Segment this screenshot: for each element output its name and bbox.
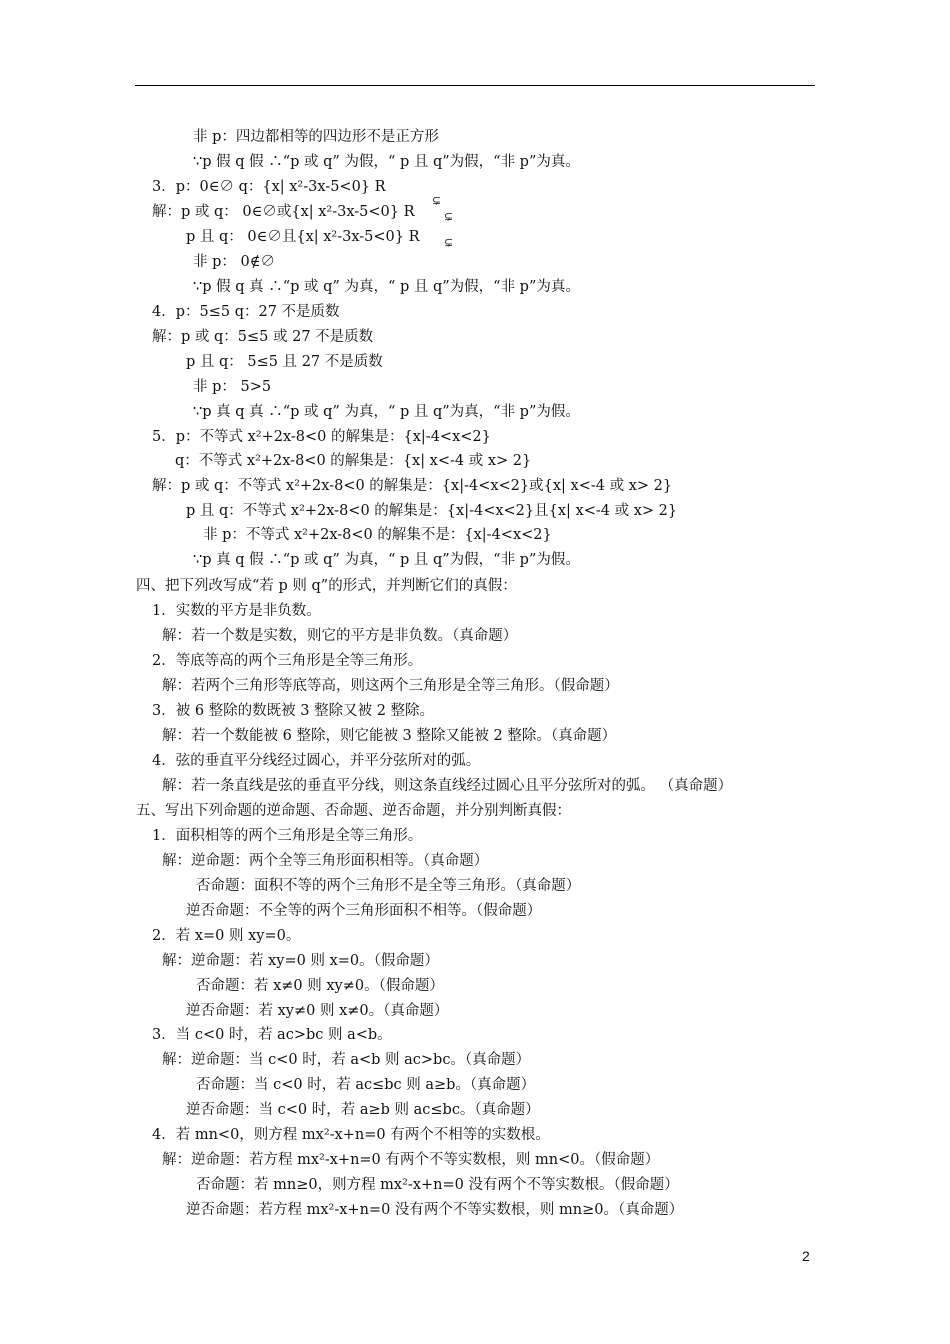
text-line: 1．实数的平方是非负数。 xyxy=(152,603,321,619)
text-line: 否命题：若 x≠0 则 xy≠0。（假命题） xyxy=(196,978,444,994)
text-line: 1．面积相等的两个三角形是全等三角形。 xyxy=(152,828,423,844)
text-line: 非 p： 5>5 xyxy=(193,379,272,395)
text-line: p 且 q： 5≤5 且 27 不是质数 xyxy=(186,354,383,370)
text-line: ∵p 真 q 真 ∴“p 或 q” 为真，“ p 且 q”为真，“非 p”为假。 xyxy=(193,404,580,420)
text-line: 2．等底等高的两个三角形是全等三角形。 xyxy=(152,653,423,669)
text-line: 解：若一个数能被 6 整除，则它能被 3 整除又能被 2 整除。（真命题） xyxy=(162,728,617,744)
text-line: 逆否命题：若 xy≠0 则 x≠0。（真命题） xyxy=(186,1003,449,1019)
text-line: ∵p 假 q 假 ∴“p 或 q” 为假，“ p 且 q”为假，“非 p”为真。 xyxy=(193,154,580,170)
text-line: 否命题：若 mn≥0，则方程 mx²-x+n=0 没有两个不等实数根。（假命题） xyxy=(196,1177,679,1193)
text-line: 4．弦的垂直平分线经过圆心，并平分弦所对的弧。 xyxy=(152,753,481,769)
text-line: 解：p 或 q： 0∈∅或{x| x²-3x-5<0} R xyxy=(152,204,415,220)
proper-subset-symbol: ⊊ xyxy=(444,210,454,223)
text-line: 逆否命题：若方程 mx²-x+n=0 没有两个不等实数根，则 mn≥0。（真命题） xyxy=(186,1202,684,1218)
header-rule xyxy=(135,85,815,86)
text-line: 否命题：当 c<0 时，若 ac≤bc 则 a≥b。（真命题） xyxy=(196,1077,536,1093)
section-heading: 五、写出下列命题的逆命题、否命题、逆否命题，并分别判断真假： xyxy=(136,803,571,819)
text-line: 解：逆命题：两个全等三角形面积相等。（真命题） xyxy=(162,853,489,869)
text-line: 解：若一个数是实数，则它的平方是非负数。（真命题） xyxy=(162,628,518,644)
text-line: ∵p 真 q 假 ∴“p 或 q” 为真，“ p 且 q”为假，“非 p”为假。 xyxy=(193,552,580,568)
text-line: 解：逆命题：当 c<0 时，若 a<b 则 ac>bc。（真命题） xyxy=(162,1052,531,1068)
proper-subset-symbol: ⊊ xyxy=(432,194,442,207)
page-number: 2 xyxy=(802,1248,810,1264)
text-line: ∵p 假 q 真 ∴“p 或 q” 为真，“ p 且 q”为假，“非 p”为真。 xyxy=(193,279,580,295)
text-line: 解：逆命题：若 xy=0 则 x=0。（假命题） xyxy=(162,953,439,969)
text-line: 非 p： 0∉∅ xyxy=(193,254,275,270)
text-line: 解：p 或 q：不等式 x²+2x-8<0 的解集是：{x|-4<x<2}或{x| x<-4 或 x> 2} xyxy=(152,478,673,494)
text-line: 解：p 或 q：5≤5 或 27 不是质数 xyxy=(152,329,374,345)
text-line: 3．当 c<0 时，若 ac>bc 则 a<b。 xyxy=(152,1027,392,1043)
text-line: 非 p：四边都相等的四边形不是正方形 xyxy=(193,129,439,145)
text-line: p 且 q： 0∈∅且{x| x²-3x-5<0} R xyxy=(186,229,420,245)
text-line: 3．被 6 整除的数既被 3 整除又被 2 整除。 xyxy=(152,703,435,719)
text-line: 否命题：面积不等的两个三角形不是全等三角形。（真命题） xyxy=(196,878,581,894)
text-line: 5．p：不等式 x²+2x-8<0 的解集是：{x|-4<x<2} xyxy=(152,429,491,445)
text-line: 非 p：不等式 x²+2x-8<0 的解集不是：{x|-4<x<2} xyxy=(203,527,552,543)
text-line: 逆否命题：当 c<0 时，若 a≥b 则 ac≤bc。（真命题） xyxy=(186,1102,540,1118)
text-line: q：不等式 x²+2x-8<0 的解集是：{x| x<-4 或 x> 2} xyxy=(175,453,532,469)
text-line: 解：逆命题：若方程 mx²-x+n=0 有两个不等实数根，则 mn<0。（假命题） xyxy=(162,1152,660,1168)
text-line: 4．若 mn<0，则方程 mx²-x+n=0 有两个不相等的实数根。 xyxy=(152,1127,550,1143)
proper-subset-symbol: ⊊ xyxy=(444,236,454,249)
text-line: 解：若两个三角形等底等高，则这两个三角形是全等三角形。（假命题） xyxy=(162,678,619,694)
text-line: p 且 q：不等式 x²+2x-8<0 的解集是：{x|-4<x<2}且{x| x<-4 或 x> 2} xyxy=(186,503,678,519)
text-line: 4．p：5≤5 q：27 不是质数 xyxy=(152,304,340,320)
text-line: 2．若 x=0 则 xy=0。 xyxy=(152,928,301,944)
text-line: 解：若一条直线是弦的垂直平分线，则这条直线经过圆心且平分弦所对的弧。 （真命题） xyxy=(162,778,733,794)
section-heading: 四、把下列改写成“若 p 则 q”的形式，并判断它们的真假： xyxy=(136,578,517,594)
text-line: 逆否命题：不全等的两个三角形面积不相等。（假命题） xyxy=(186,903,542,919)
text-line: 3．p：0∈∅ q：{x| x²-3x-5<0} R xyxy=(152,179,386,195)
